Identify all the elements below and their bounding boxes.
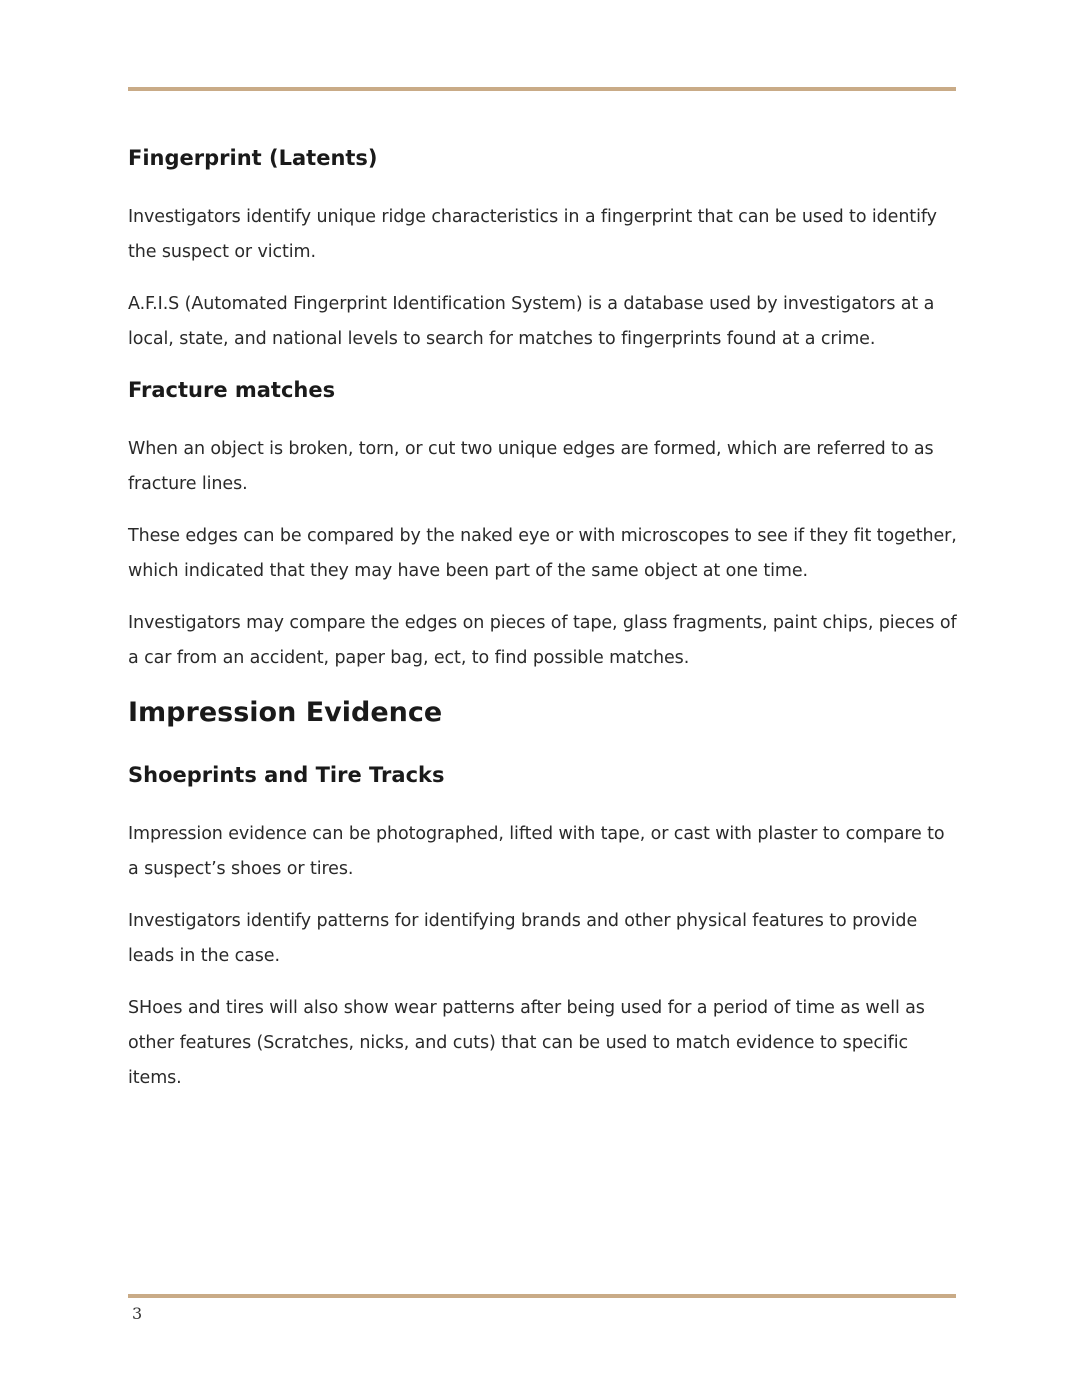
paragraph-fracture-1: When an object is broken, torn, or cut two unique edges are formed, which are referred to as fracture lines. [128, 439, 934, 494]
paragraph-shoeprints-1: Impression evidence can be photographed, lifted with tape, or cast with plaster to compare to a suspect’s shoes or tires. [128, 824, 945, 879]
paragraph-shoeprints-2: Investigators identify patterns for identifying brands and other physical features to provide leads in the case. [128, 911, 918, 966]
bottom-divider [128, 1294, 956, 1298]
page-number: 3 [132, 1304, 143, 1323]
heading-shoeprints: Shoeprints and Tire Tracks [128, 763, 445, 787]
paragraph-fingerprint-1: Investigators identify unique ridge characteristics in a fingerprint that can be used to identify the suspect or victim. [128, 207, 937, 262]
paragraph-fracture-3: Investigators may compare the edges on pieces of tape, glass fragments, paint chips, pieces of a car from an accident, paper bag, ect, to find possible matches. [128, 613, 957, 668]
paragraph-fracture-2: These edges can be compared by the naked eye or with microscopes to see if they fit together, which indicated that they may have been part of the same object at one time. [128, 526, 957, 581]
paragraph-shoeprints-3: SHoes and tires will also show wear patterns after being used for a period of time as well as other features (Scratches, nicks, and cuts) that can be used to match evidence to specific items. [128, 998, 925, 1088]
heading-impression-evidence: Impression Evidence [128, 697, 443, 728]
document-body [128, 142, 960, 1113]
heading-fingerprint: Fingerprint (Latents) [128, 146, 378, 170]
paragraph-fingerprint-2: A.F.I.S (Automated Fingerprint Identification System) is a database used by investigators at a local, state, and national levels to search for matches to fingerprints found at a crime. [128, 294, 935, 349]
heading-fracture-matches: Fracture matches [128, 378, 336, 402]
top-divider [128, 87, 956, 91]
